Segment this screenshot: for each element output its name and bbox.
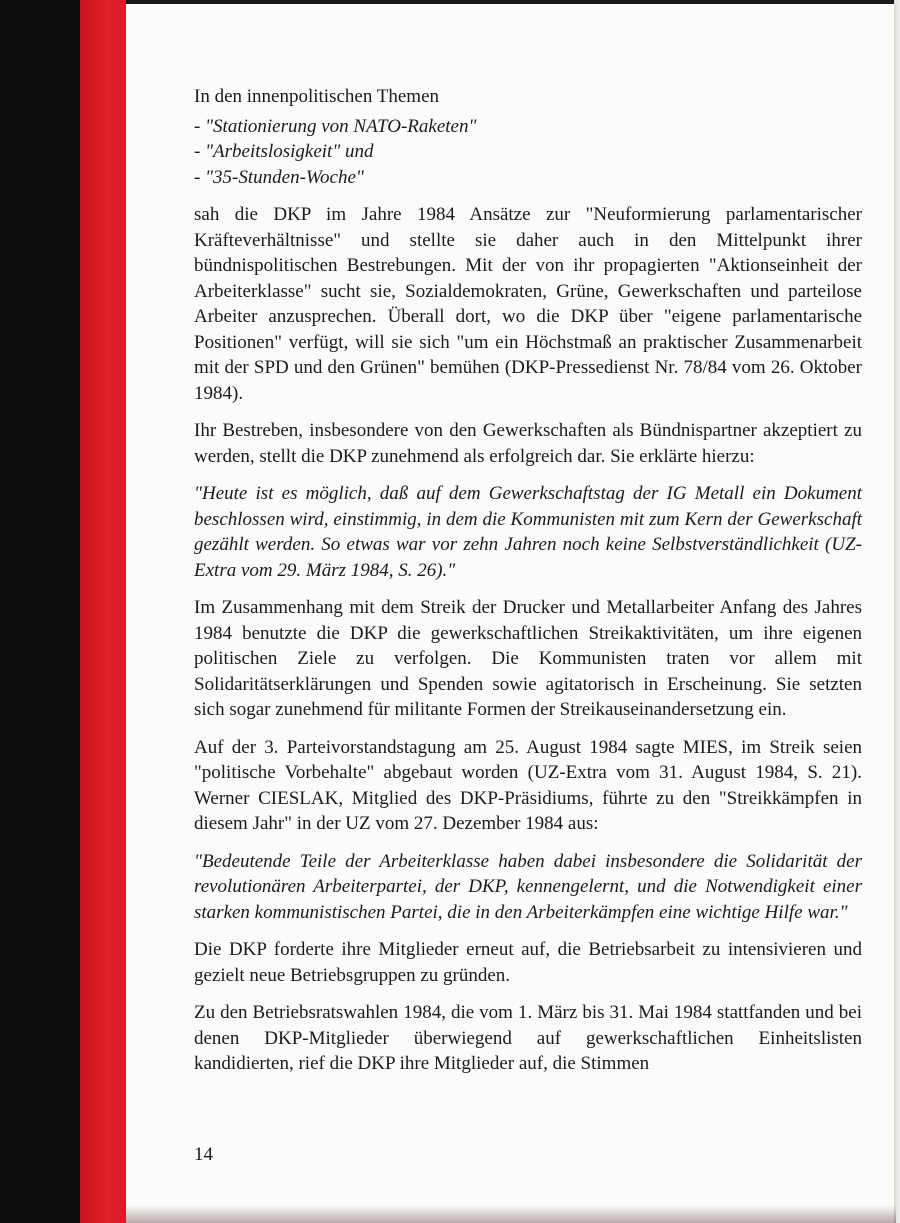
page-right-edge (894, 0, 900, 1223)
themes-list (194, 114, 862, 191)
paragraph: sah die DKP im Jahre 1984 Ansätze zur "Neuformierung parlamentarischer Kräfteverhältnisse" und stellte sie daher auch in den Mittelpunkt ihrer bündnispolitischen Bestrebungen. Mit der von ihr propagierten "Aktionseinheit der Arbeiterklasse" sucht sie, Sozialdemokraten, Grüne, Gewerkschaften und parteilose Arbeiter anzusprechen. Überall dort, wo die DKP über "eigene parlamentarische Positionen" verfügt, will sie sich "um ein Höchstmaß an praktischer Zusammenarbeit mit der SPD und den Grünen" bemühen (DKP-Pressedienst Nr. 78/84 vom 26. Oktober 1984). (194, 204, 862, 404)
theme-item: - "35-Stunden-Woche" (194, 166, 364, 188)
theme-item: - "Arbeitslosigkeit" und (194, 141, 374, 162)
page-number: 14 (194, 1144, 213, 1165)
book-spine (0, 0, 80, 1223)
quote-paragraph: "Bedeutende Teile der Arbeiterklasse haben dabei insbesondere die Solidarität der revolutionären Arbeiterpartei, der DKP, kennengelernt, und die Notwendigkeit einer starken kommunistischen Partei, die in den Arbeiterkämpfen eine wichtige Hilfe war." (194, 850, 862, 923)
paragraph: Im Zusammenhang mit dem Streik der Drucker und Metallarbeiter Anfang des Jahres 1984 benutzte die DKP die gewerkschaftlichen Streikaktivitäten, um ihre eigenen politischen Ziele zu verfolgen. Die Kommunisten traten vor allem mit Solidaritätserklärungen und Spenden sowie agitatorisch in Erscheinung. Sie setzten sich sogar zunehmend für militante Formen der Streikauseinandersetzung ein. (194, 597, 862, 720)
page-bottom-shadow (126, 1205, 896, 1223)
quote-paragraph: "Heute ist es möglich, daß auf dem Gewerkschaftstag der IG Metall ein Dokument beschlossen wird, einstimmig, in dem die Kommunisten mit zum Kern der Gewerkschaft gezählt werden. So etwas war vor zehn Jahren noch keine Selbstverständlichkeit (UZ-Extra vom 29. März 1984, S. 26)." (194, 483, 862, 581)
page-text (194, 84, 862, 1089)
theme-item: - "Stationierung von NATO-Raketen" (194, 115, 477, 137)
paragraph: Zu den Betriebsratswahlen 1984, die vom 1. März bis 31. Mai 1984 stattfanden und bei denen DKP-Mitglieder überwiegend auf gewerkschaftlichen Einheitslisten kandidierten, rief die DKP ihre Mitglieder auf, die Stimmen (194, 1002, 862, 1074)
paragraph: Ihr Bestreben, insbesondere von den Gewerkschaften als Bündnispartner akzeptiert zu werden, stellt die DKP zunehmend als erfolgreich dar. Sie erklärte hierzu: (194, 420, 862, 467)
paragraph: Auf der 3. Parteivorstandstagung am 25. August 1984 sagte MIES, im Streik seien "politische Vorbehalte" abgebaut worden (UZ-Extra vom 31. August 1984, S. 21). Werner CIESLAK, Mitglied des DKP-Präsidiums, führte zu den "Streikkämpfen in diesem Jahr" in der UZ vom 27. Dezember 1984 aus: (194, 736, 862, 834)
paragraph: Die DKP forderte ihre Mitglieder erneut auf, die Betriebsarbeit zu intensivieren und gezielt neue Betriebsgruppen zu gründen. (194, 939, 862, 986)
red-page-edge (80, 0, 126, 1223)
intro-line: In den innenpolitischen Themen (194, 86, 440, 107)
